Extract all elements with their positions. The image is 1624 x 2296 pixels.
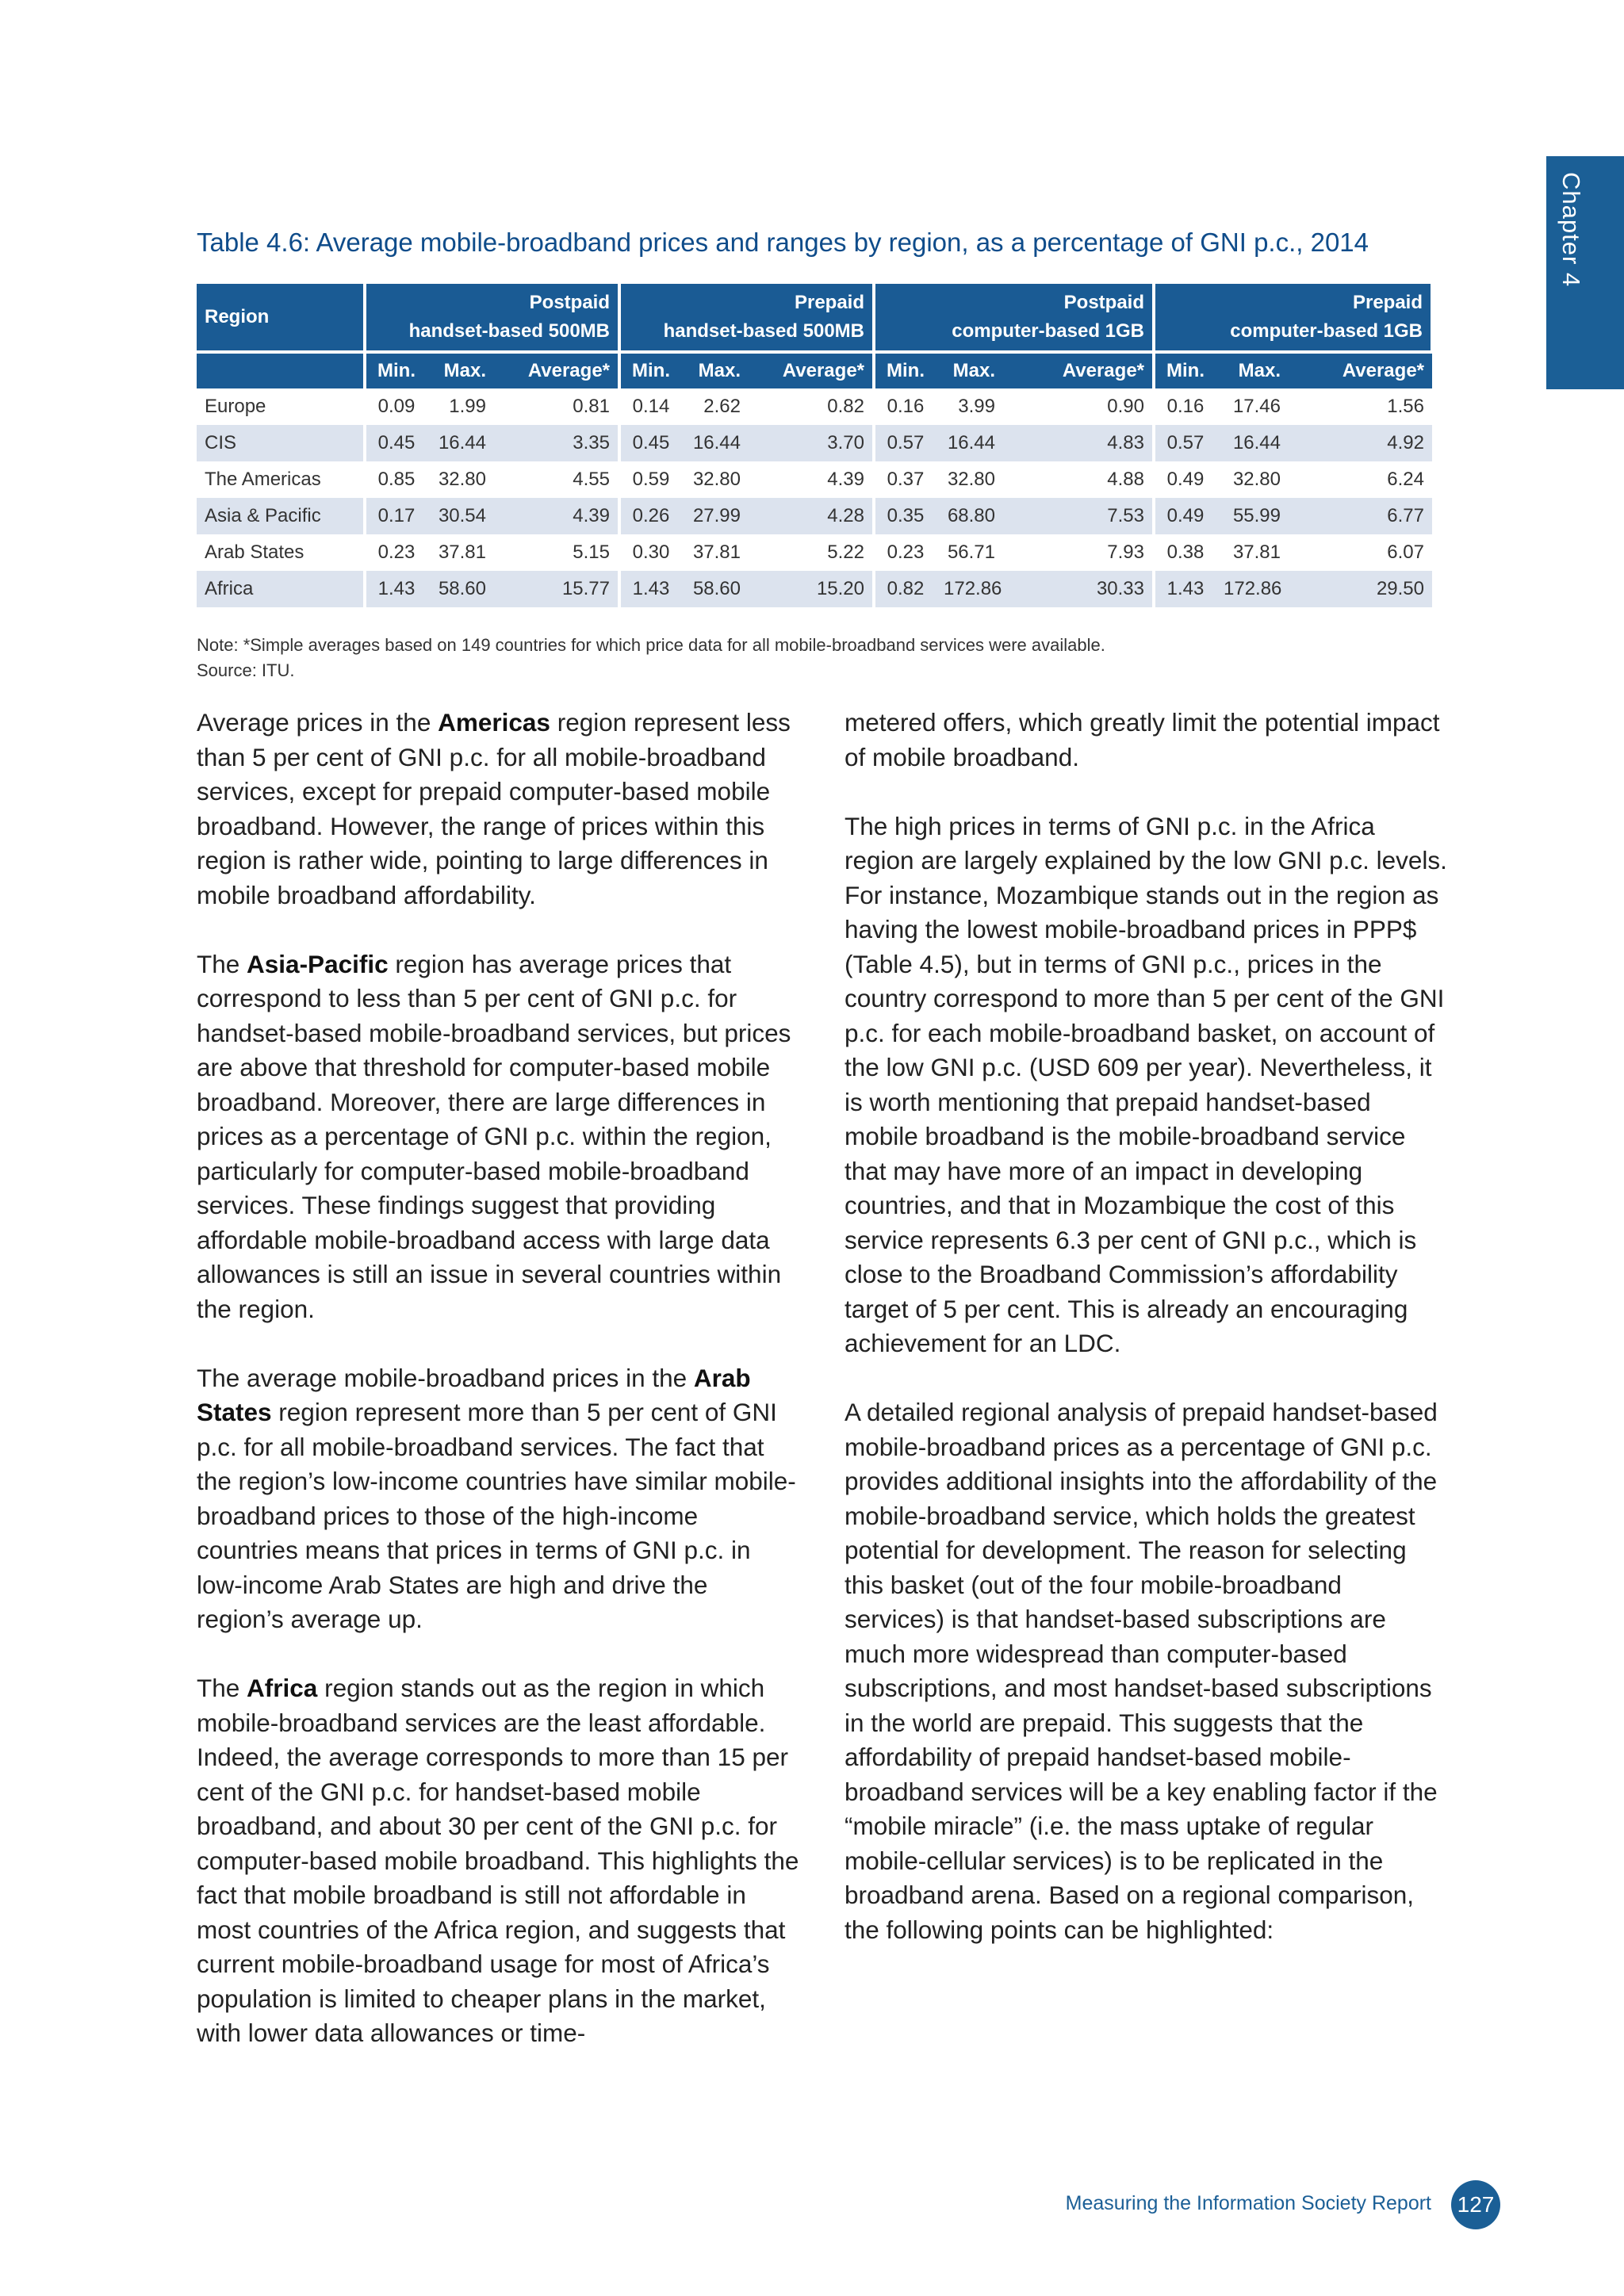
max-cell: 30.54 <box>427 498 494 534</box>
min-cell: 0.14 <box>619 388 681 425</box>
avg-cell: 0.82 <box>749 388 874 425</box>
paragraph: Average prices in the Americas region represent less than 5 per cent of GNI p.c. for all mobile-broadband services, except for prepaid computer-based mobile broadband. However, the range of prices within this region is rather wide, pointing to large differences in mobile broadband affordability. <box>197 708 791 909</box>
table-row <box>197 571 1432 607</box>
avg-cell: 6.77 <box>1289 498 1432 534</box>
avg-cell: 5.22 <box>749 534 874 571</box>
paragraph: metered offers, which greatly limit the potential impact of mobile broadband. <box>845 708 1440 771</box>
max-cell: 3.99 <box>936 388 1003 425</box>
min-cell: 0.57 <box>1154 425 1216 461</box>
max-cell: 58.60 <box>427 571 494 607</box>
max-cell: 27.99 <box>681 498 749 534</box>
group-header: Prepaid computer-based 1GB <box>1154 284 1432 352</box>
avg-header: Average* <box>1003 352 1154 388</box>
avg-cell: 30.33 <box>1003 571 1154 607</box>
max-cell: 32.80 <box>681 461 749 498</box>
min-cell: 0.82 <box>874 571 936 607</box>
avg-cell: 4.39 <box>749 461 874 498</box>
min-cell: 0.35 <box>874 498 936 534</box>
region-cell: Asia & Pacific <box>197 498 365 534</box>
avg-cell: 3.35 <box>494 425 619 461</box>
table-body <box>197 388 1432 607</box>
min-cell: 0.45 <box>619 425 681 461</box>
table-row <box>197 498 1432 534</box>
min-cell: 0.59 <box>619 461 681 498</box>
avg-cell: 4.83 <box>1003 425 1154 461</box>
min-cell: 0.16 <box>1154 388 1216 425</box>
min-cell: 0.30 <box>619 534 681 571</box>
group-header: Postpaid computer-based 1GB <box>874 284 1154 352</box>
max-cell: 16.44 <box>681 425 749 461</box>
max-cell: 1.99 <box>427 388 494 425</box>
avg-cell: 29.50 <box>1289 571 1432 607</box>
avg-cell: 4.39 <box>494 498 619 534</box>
max-cell: 68.80 <box>936 498 1003 534</box>
group-header: Prepaid handset-based 500MB <box>619 284 874 352</box>
max-cell: 58.60 <box>681 571 749 607</box>
min-cell: 0.09 <box>365 388 427 425</box>
region-subheader <box>197 352 365 388</box>
avg-cell: 5.15 <box>494 534 619 571</box>
min-cell: 0.17 <box>365 498 427 534</box>
avg-cell: 4.28 <box>749 498 874 534</box>
min-cell: 1.43 <box>619 571 681 607</box>
min-cell: 0.37 <box>874 461 936 498</box>
max-cell: 172.86 <box>1216 571 1289 607</box>
avg-header: Average* <box>494 352 619 388</box>
table-row <box>197 425 1432 461</box>
min-cell: 0.16 <box>874 388 936 425</box>
avg-cell: 6.07 <box>1289 534 1432 571</box>
avg-cell: 15.77 <box>494 571 619 607</box>
avg-cell: 7.93 <box>1003 534 1154 571</box>
group-header: Postpaid handset-based 500MB <box>365 284 619 352</box>
avg-cell: 6.24 <box>1289 461 1432 498</box>
max-cell: 32.80 <box>427 461 494 498</box>
avg-cell: 4.92 <box>1289 425 1432 461</box>
min-cell: 0.49 <box>1154 461 1216 498</box>
region-header: Region <box>197 284 365 352</box>
chapter-tab <box>1546 156 1624 389</box>
avg-cell: 15.20 <box>749 571 874 607</box>
chapter-tab-label: Chapter 4 <box>1557 172 1585 288</box>
paragraph: The Asia-Pacific region has average prices that correspond to less than 5 per cent of GNI p.c. for handset-based mobile-broadband services, but prices are above that threshold for computer-based mobile broadband. Moreover, there are large differences in prices as a percentage of GNI p.c. within the region, particularly for computer-based mobile-broadband services. These findings suggest that providing affordable mobile-broadband access with large data allowances is still an issue in several countries within the region. <box>197 949 791 1323</box>
min-cell: 0.38 <box>1154 534 1216 571</box>
max-cell: 37.81 <box>427 534 494 571</box>
left-column <box>197 706 799 2085</box>
paragraph: The average mobile-broadband prices in the Arab States region represent more than 5 per cent of GNI p.c. for all mobile-broadband services. The fact that the region’s low-income countries have similar mobile-broadband prices to those of the high-income countries means that prices in terms of GNI p.c. in low-income Arab States are high and drive the region’s average up. <box>197 1363 796 1633</box>
avg-cell: 7.53 <box>1003 498 1154 534</box>
max-header: Max. <box>427 352 494 388</box>
region-cell: Europe <box>197 388 365 425</box>
region-cell: Africa <box>197 571 365 607</box>
max-header: Max. <box>936 352 1003 388</box>
max-cell: 16.44 <box>936 425 1003 461</box>
min-cell: 0.26 <box>619 498 681 534</box>
max-cell: 56.71 <box>936 534 1003 571</box>
min-cell: 0.85 <box>365 461 427 498</box>
max-cell: 2.62 <box>681 388 749 425</box>
right-column <box>845 706 1447 1982</box>
max-cell: 55.99 <box>1216 498 1289 534</box>
avg-header: Average* <box>749 352 874 388</box>
table-row <box>197 388 1432 425</box>
max-cell: 32.80 <box>936 461 1003 498</box>
min-cell: 0.23 <box>365 534 427 571</box>
max-cell: 16.44 <box>1216 425 1289 461</box>
note-text: Note: *Simple averages based on 149 countries for which price data for all mobile-broadband services were available. <box>197 635 1105 655</box>
max-header: Max. <box>1216 352 1289 388</box>
source-text: Source: ITU. <box>197 660 295 680</box>
region-cell: The Americas <box>197 461 365 498</box>
avg-cell: 3.70 <box>749 425 874 461</box>
region-cell: CIS <box>197 425 365 461</box>
min-cell: 1.43 <box>1154 571 1216 607</box>
avg-cell: 0.81 <box>494 388 619 425</box>
min-header: Min. <box>1154 352 1216 388</box>
paragraph: The high prices in terms of GNI p.c. in the Africa region are largely explained by the low GNI p.c. levels. For instance, Mozambique stands out in the region as having the lowest mobile-broadband prices in PPP$ (Table 4.5), but in terms of GNI p.c., prices in the country correspond to more than 5 per cent of the GNI p.c. for each mobile-broadband basket, on account of the low GNI p.c. (USD 609 per year). Nevertheless, it is worth mentioning that prepaid handset-based mobile broadband is the mobile-broadband service that may have more of an impact in developing countries, and that in Mozambique the cost of this service represents 6.3 per cent of GNI p.c., which is close to the Broadband Commission’s affordability target of 5 per cent. This is already an encouraging achievement for an LDC. <box>845 811 1447 1357</box>
table-note <box>197 633 1105 683</box>
region-cell: Arab States <box>197 534 365 571</box>
max-cell: 17.46 <box>1216 388 1289 425</box>
avg-cell: 4.88 <box>1003 461 1154 498</box>
avg-cell: 0.90 <box>1003 388 1154 425</box>
max-cell: 37.81 <box>1216 534 1289 571</box>
min-header: Min. <box>365 352 427 388</box>
table-row <box>197 534 1432 571</box>
table-row <box>197 461 1432 498</box>
price-table <box>197 284 1434 607</box>
avg-cell: 4.55 <box>494 461 619 498</box>
min-cell: 0.49 <box>1154 498 1216 534</box>
min-header: Min. <box>874 352 936 388</box>
max-cell: 32.80 <box>1216 461 1289 498</box>
min-cell: 0.57 <box>874 425 936 461</box>
max-cell: 172.86 <box>936 571 1003 607</box>
paragraph: A detailed regional analysis of prepaid handset-based mobile-broadband prices as a percentage of GNI p.c. provides additional insights into the affordability of the mobile-broadband service, which holds the greatest potential for development. The reason for selecting this basket (out of the four mobile-broadband services) is that handset-based subscriptions are much more widespread than computer-based subscriptions, and most handset-based subscriptions in the world are prepaid. This suggests that the affordability of prepaid handset-based mobile-broadband services will be a key enabling factor if the “mobile miracle” (i.e. the mass uptake of regular mobile-cellular services) is to be replicated in the broadband arena. Based on a regional comparison, the following points can be highlighted: <box>845 1398 1438 1944</box>
page-number: 127 <box>1451 2180 1500 2229</box>
table-title: Table 4.6: Average mobile-broadband prices and ranges by region, as a percentage of GNI p.c., 2014 <box>197 228 1369 257</box>
max-cell: 37.81 <box>681 534 749 571</box>
footer-title: Measuring the Information Society Report <box>1065 2192 1431 2214</box>
avg-cell: 1.56 <box>1289 388 1432 425</box>
min-cell: 0.45 <box>365 425 427 461</box>
paragraph: The Africa region stands out as the region in which mobile-broadband services are the least affordable. Indeed, the average corresponds to more than 15 per cent of the GNI p.c. for handset-based mobile broadband, and about 30 per cent of the GNI p.c. for computer-based mobile broadband. This highlights the fact that mobile broadband is still not affordable in most countries of the Africa region, and suggests that current mobile-broadband usage for most of Africa’s population is limited to cheaper plans in the market, with lower data allowances or time- <box>197 1674 799 2047</box>
min-cell: 0.23 <box>874 534 936 571</box>
min-cell: 1.43 <box>365 571 427 607</box>
min-header: Min. <box>619 352 681 388</box>
avg-header: Average* <box>1289 352 1432 388</box>
max-header: Max. <box>681 352 749 388</box>
max-cell: 16.44 <box>427 425 494 461</box>
